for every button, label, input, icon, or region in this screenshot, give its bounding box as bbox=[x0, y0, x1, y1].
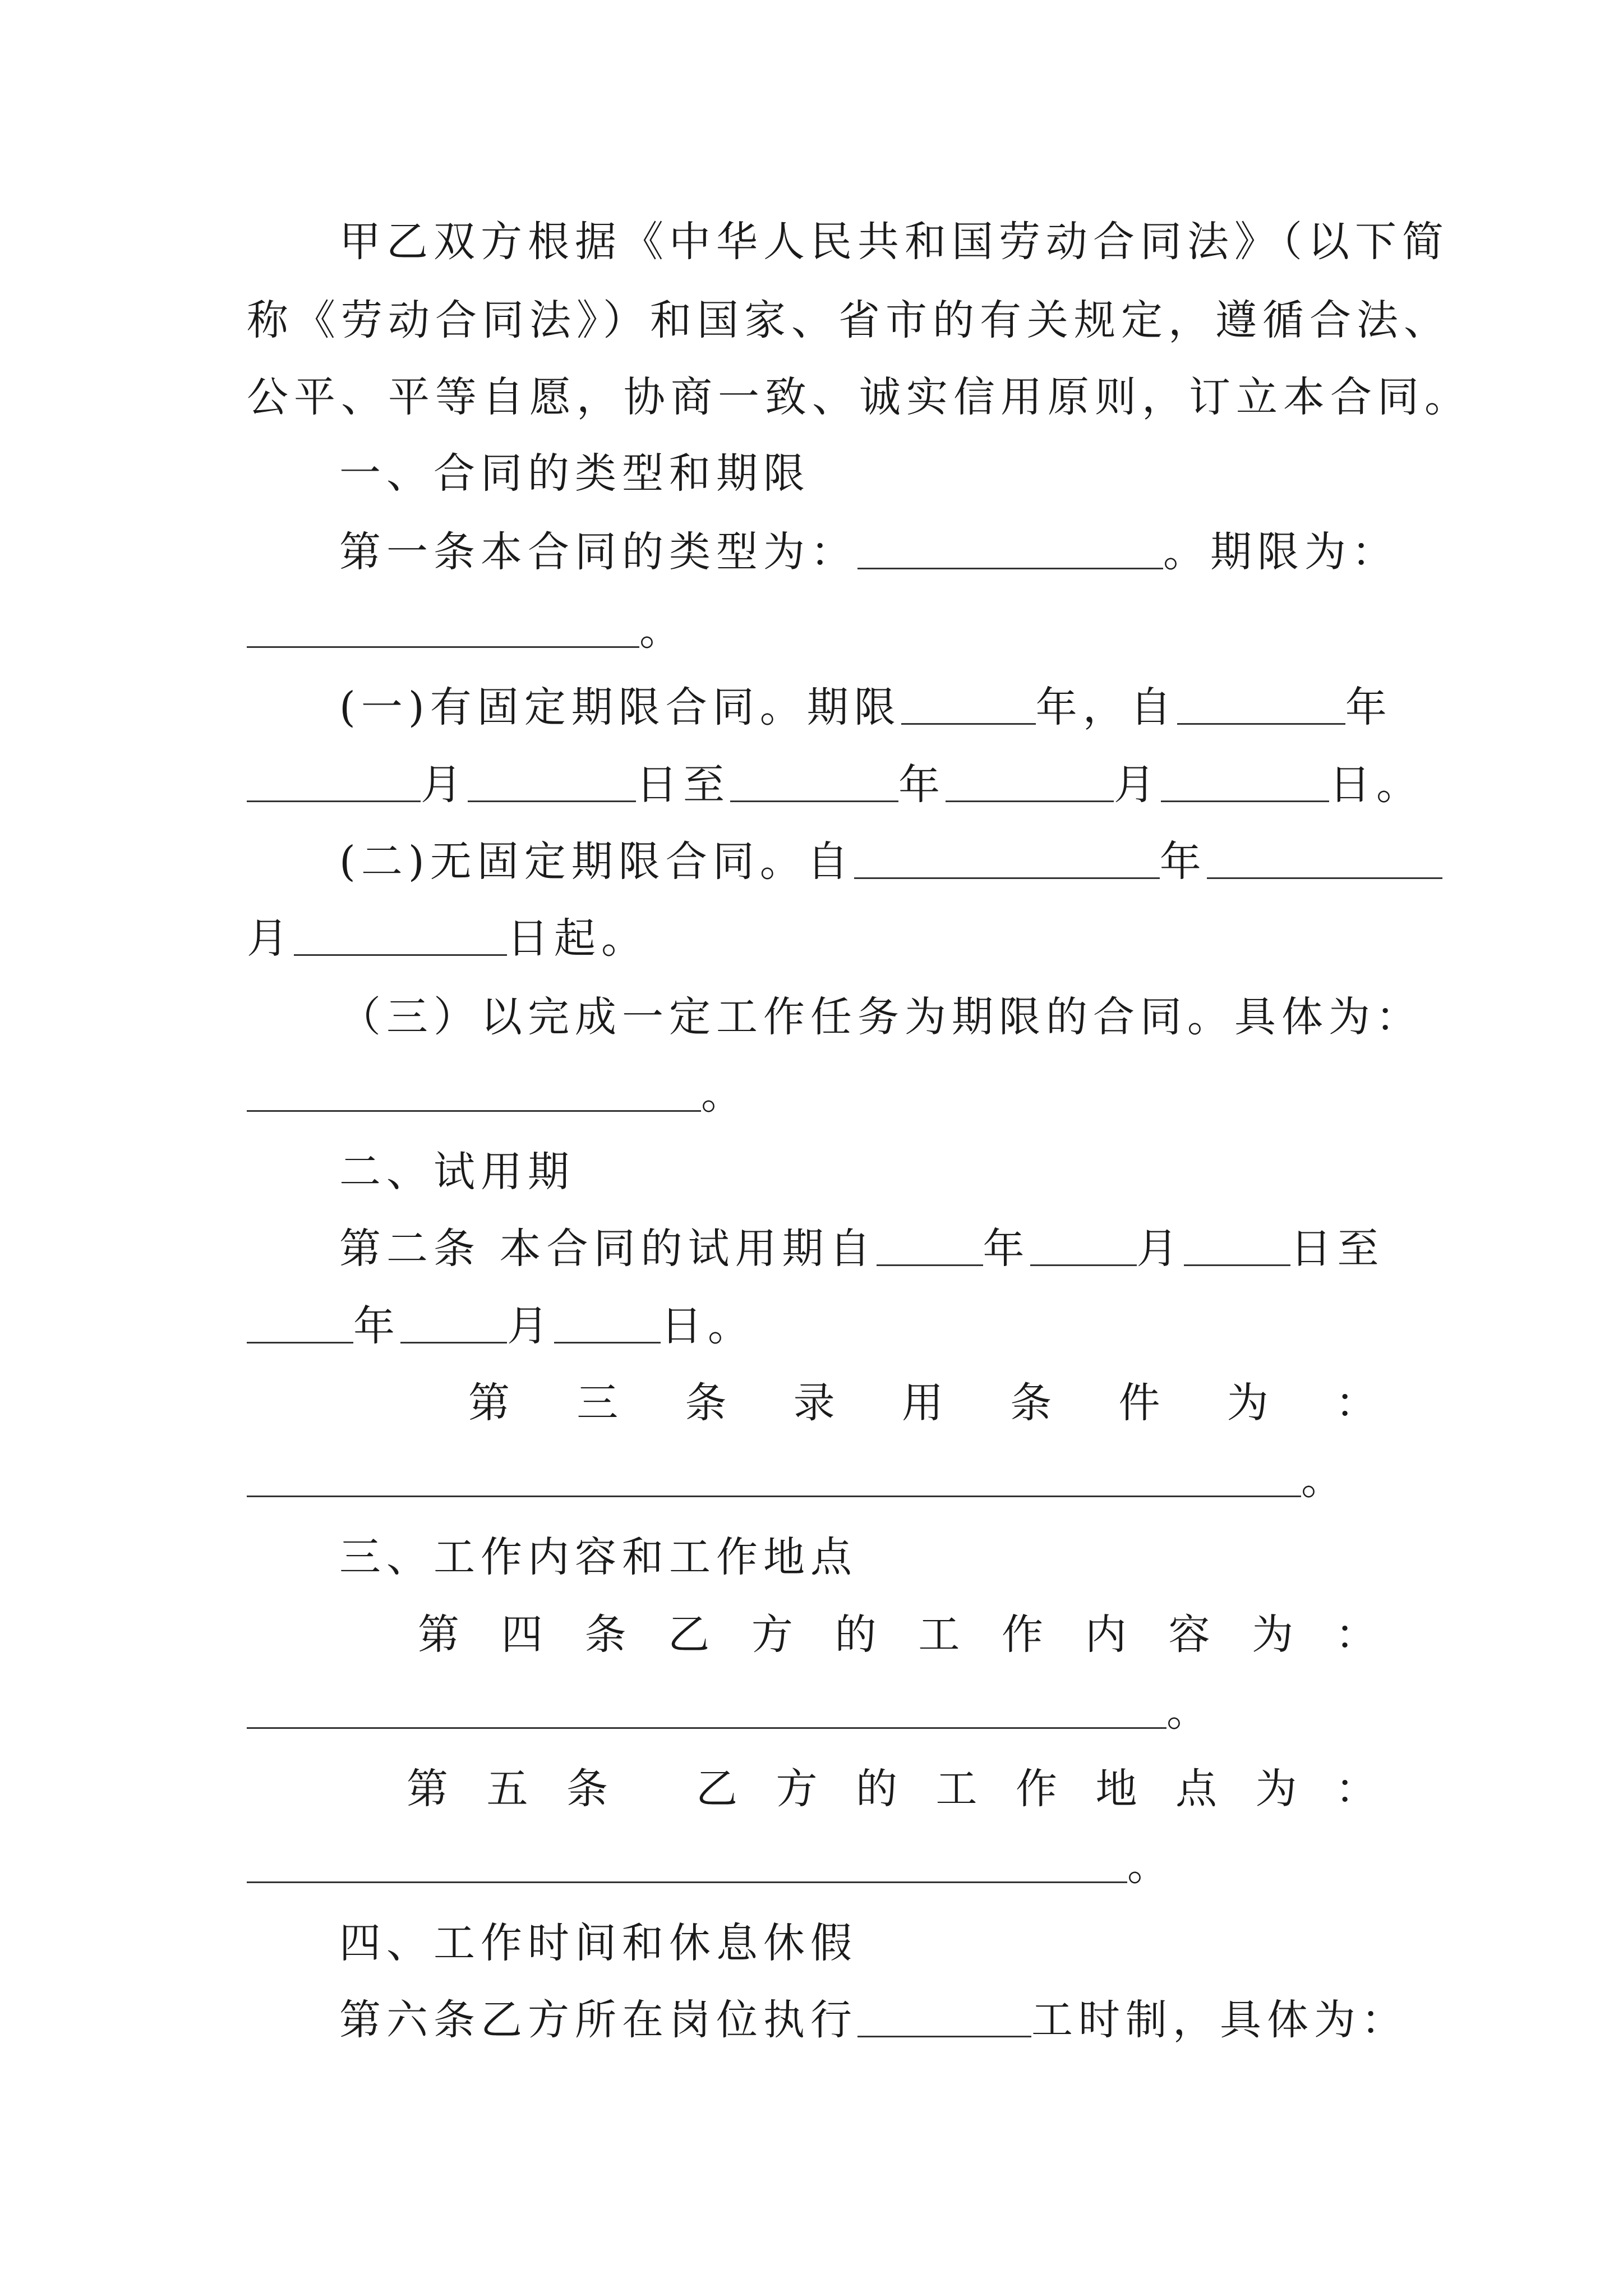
article-6-line-1: 第六条乙方所在岗位执行 工时制，具体为： bbox=[339, 1996, 1408, 2044]
working-hours-system-blank[interactable] bbox=[857, 1996, 1031, 2037]
work-location-blank[interactable] bbox=[247, 1842, 1127, 1883]
contract-term-blank[interactable] bbox=[247, 607, 639, 648]
probation-end-day-blank[interactable] bbox=[554, 1303, 661, 1343]
probation-start-month-blank[interactable] bbox=[1030, 1225, 1137, 1266]
article-4-line-2: 。 bbox=[247, 1686, 1214, 1737]
section-4-heading: 四、工作时间和休息休假 bbox=[339, 1919, 857, 1967]
intro-line-3: 公平、平等自愿，协商一致、诚实信用原则，订立本合同。 bbox=[247, 373, 1472, 421]
task-detail-blank[interactable] bbox=[247, 1071, 701, 1112]
fixed-term-line-2: 月 日至 年 月 日。 bbox=[247, 759, 1423, 811]
probation-end-month-blank[interactable] bbox=[400, 1303, 507, 1343]
article-1-line-1: 第一条本合同的类型为： 。期限为： bbox=[339, 528, 1399, 576]
intro-line-1: 甲乙双方根据《中华人民共和国劳动合同法》（以下简 bbox=[339, 218, 1449, 266]
open-term-line-2: 月 日起。 bbox=[247, 914, 648, 963]
hiring-conditions-blank[interactable] bbox=[247, 1456, 1301, 1497]
article-4-line-1: 第 四 条 乙 方 的 工 作 内 容 为 ： bbox=[418, 1611, 1377, 1659]
article-1-line-2: 。 bbox=[247, 605, 686, 656]
article-3-line-1: 第 三 条 录 用 条 件 为 ： bbox=[468, 1379, 1377, 1427]
task-term-line-2: 。 bbox=[247, 1069, 748, 1120]
intro-line-2: 称《劳动合同法》）和国家、省市的有关规定，遵循合法、 bbox=[247, 296, 1451, 344]
task-term-line-1: （三）以完成一定工作任务为期限的合同。具体为： bbox=[339, 993, 1423, 1041]
article-5-line-1: 第 五 条 乙 方 的 工 作 地 点 为 ： bbox=[407, 1765, 1377, 1813]
fixed-start-month-blank[interactable] bbox=[247, 761, 421, 802]
open-start-year-blank[interactable] bbox=[854, 838, 1160, 879]
fixed-start-year-blank[interactable] bbox=[1177, 684, 1345, 725]
open-start-month-blank-a[interactable] bbox=[1207, 838, 1442, 879]
open-term-line-1: (二)无固定期限合同。自 年 bbox=[339, 836, 1442, 887]
fixed-term-line-1: (一)有固定期限合同。期限 年，自 年 bbox=[339, 683, 1393, 731]
probation-start-year-blank[interactable] bbox=[877, 1225, 983, 1266]
section-2-heading: 二、试用期 bbox=[339, 1148, 575, 1196]
open-start-day-blank[interactable] bbox=[294, 915, 507, 956]
work-content-blank[interactable] bbox=[247, 1688, 1166, 1729]
article-2-line-2: 年 月 日。 bbox=[247, 1300, 755, 1352]
fixed-end-month-blank[interactable] bbox=[946, 761, 1114, 802]
contract-type-blank[interactable] bbox=[857, 528, 1163, 569]
fixed-end-day-blank[interactable] bbox=[1161, 761, 1329, 802]
section-1-heading: 一、合同的类型和期限 bbox=[339, 449, 810, 498]
fixed-end-year-blank[interactable] bbox=[730, 761, 898, 802]
probation-end-year-blank[interactable] bbox=[247, 1303, 353, 1343]
fixed-term-years-blank[interactable] bbox=[901, 684, 1036, 725]
article-2-line-1: 第二条 本合同的试用期自 年 月 日至 bbox=[339, 1225, 1385, 1273]
article-3-line-2: 。 bbox=[247, 1454, 1348, 1506]
article-5-line-2: 。 bbox=[247, 1840, 1174, 1892]
probation-start-day-blank[interactable] bbox=[1184, 1225, 1290, 1266]
fixed-start-day-blank[interactable] bbox=[468, 761, 636, 802]
section-3-heading: 三、工作内容和工作地点 bbox=[339, 1533, 857, 1581]
